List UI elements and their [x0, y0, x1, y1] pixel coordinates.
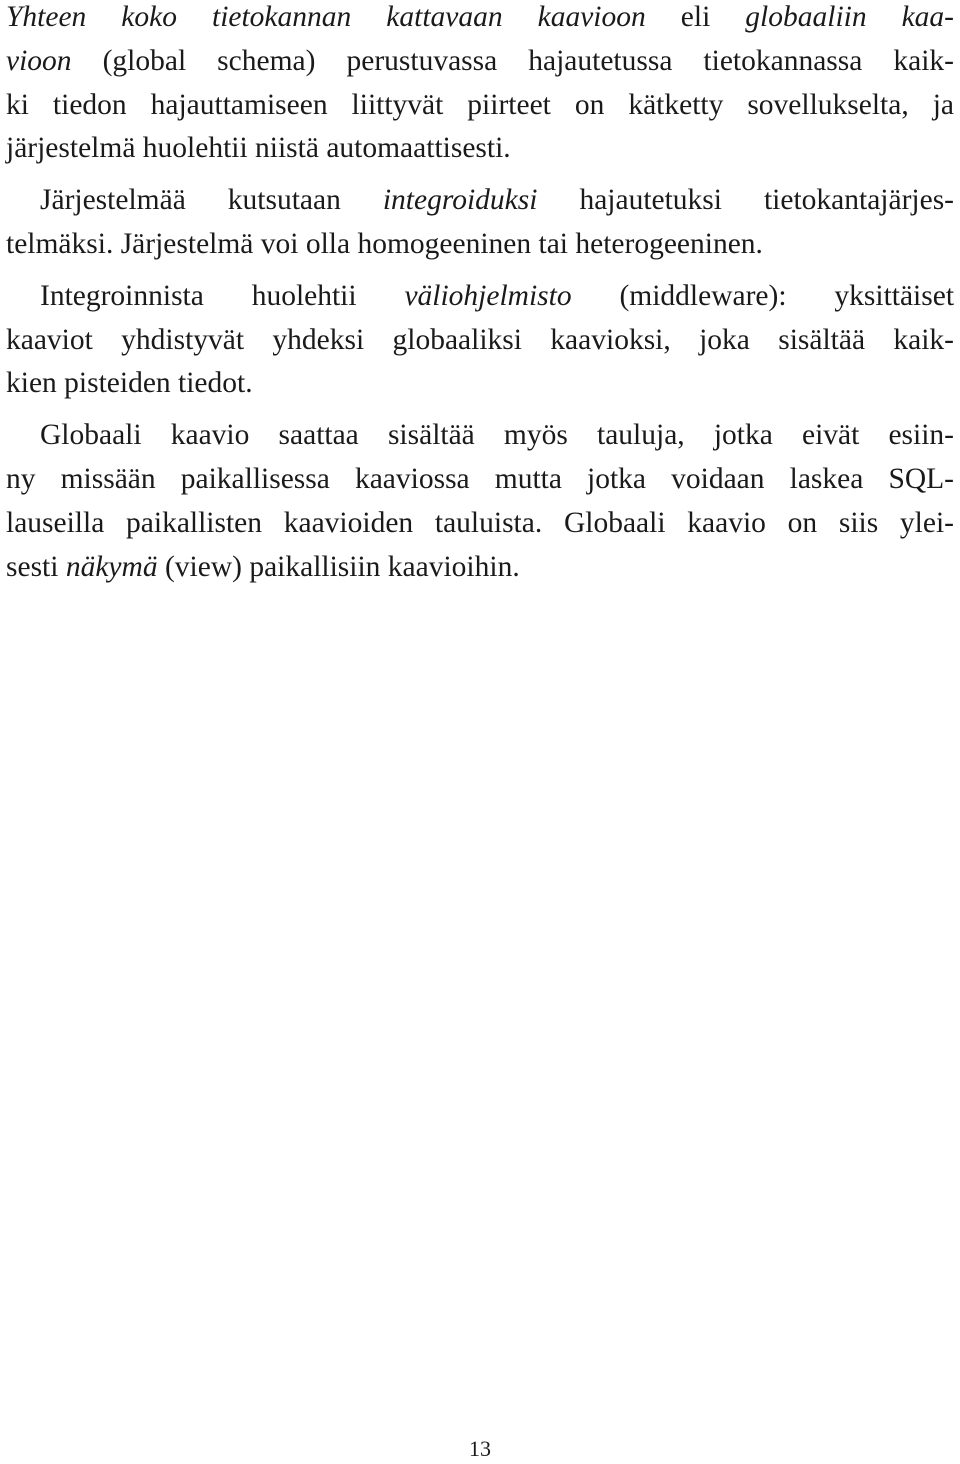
paragraph-view [6, 414, 954, 589]
text-line: Globaali kaavio saattaa sisältää myös tauluja, jotka eivät esiin- [40, 419, 954, 452]
paragraph-integrated [6, 179, 954, 267]
term-global-schema: Yhteen koko tietokannan kattavaan kaavioon [6, 1, 646, 33]
term-integrated: integroiduksi [382, 184, 538, 217]
text-line: Järjestelmää kutsutaan integroiduksi hajautetuksi tietokantajärjes- [40, 184, 954, 217]
text-line: sesti näkymä (view) paikallisiin kaavioihin. [6, 550, 520, 583]
text-line: vioon (global schema) perustuvassa hajautetussa tietokannassa kaik- [6, 44, 954, 77]
term-middleware: väliohjelmisto [404, 279, 572, 312]
term-view: näkymä [65, 550, 158, 583]
text-line: järjestelmä huolehtii niistä automaattisesti. [6, 132, 511, 165]
text-line: Yhteen koko tietokannan kattavaan kaavioon eli globaaliin kaa- [6, 1, 955, 33]
paragraph-middleware [6, 275, 954, 406]
text-line: telmäksi. Järjestelmä voi olla homogeeninen tai heterogeeninen. [6, 227, 763, 260]
text-line: ki tiedon hajauttamiseen liittyvät piirteet on kätketty sovellukselta, ja [6, 88, 954, 121]
document-page [6, 0, 954, 589]
term-global-schema-alt: globaaliin kaa- [745, 1, 955, 33]
text-line: Integroinnista huolehtii väliohjelmisto (middleware): yksittäiset [40, 279, 955, 312]
page-number: 13 [469, 1436, 491, 1461]
paragraph-global-schema [6, 0, 954, 171]
text-line: ny missään paikallisessa kaaviossa mutta jotka voidaan laskea SQL- [6, 462, 954, 495]
text-line: kaaviot yhdistyvät yhdeksi globaaliksi kaavioksi, joka sisältää kaik- [6, 323, 954, 356]
text-line: kien pisteiden tiedot. [6, 367, 253, 400]
text-line: lauseilla paikallisten kaavioiden tauluista. Globaali kaavio on siis ylei- [6, 506, 954, 539]
